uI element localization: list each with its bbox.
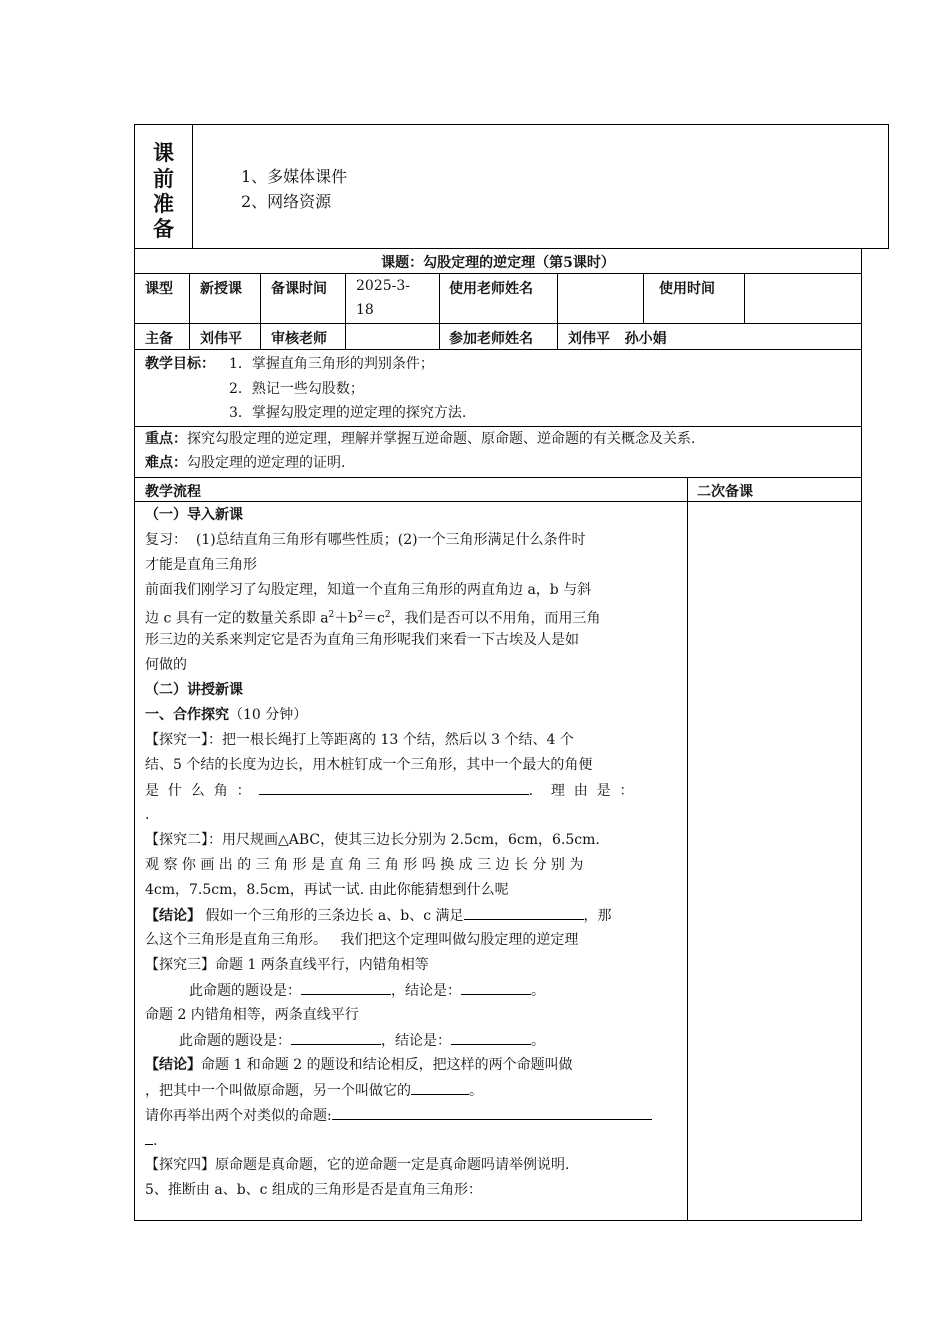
prep-label-char: 准	[153, 191, 174, 216]
flow-header-row	[135, 478, 861, 502]
key-point	[145, 429, 695, 449]
premise-label: 此命题的题设是：	[189, 983, 301, 999]
explore-3-label: 【探究三】	[145, 957, 215, 973]
explore-1-text-cont: 结、5 个结的长度为边长，用木桩钉成一个三角形，其中一个最大的角便	[145, 757, 593, 773]
goal-item: 1．掌握直角三角形的判别条件；	[229, 356, 434, 372]
prep-label-char: 课	[153, 140, 174, 165]
proposition-2-blanks	[179, 1030, 545, 1051]
explore-2-text-cont: 观 察 你 画 出 的 三 角 形 是 直 角 三 角 形 吗 换 成 三 边 长 分 别 为	[145, 857, 584, 873]
participants-value: 刘伟平 孙小娟	[568, 331, 667, 347]
goal-item: 2．熟记一些勾股数；	[229, 381, 364, 397]
explore-4-label: 【探究四】	[145, 1157, 215, 1173]
main-prep-label: 主备	[145, 331, 173, 347]
coop-time: （10 分钟）	[229, 707, 308, 723]
goals-label: 教学目标：	[145, 356, 215, 372]
prep-label-column	[135, 125, 193, 248]
difficulty	[145, 453, 345, 473]
proposition-1: 命题 1 两条直线平行，内错角相等	[215, 957, 429, 973]
lesson-title-row	[135, 249, 861, 274]
explore-2-text-cont: 4cm，7.5cm，8.5cm，再试一试. 由此你能猜想到什么呢	[145, 882, 509, 898]
examples-blank[interactable]	[332, 1105, 652, 1120]
conclusion-2-label: 【结论】	[145, 1057, 201, 1073]
premise-blank[interactable]	[291, 1030, 381, 1045]
section-1-heading: （一）导入新课	[145, 507, 243, 523]
exponent: 2	[328, 610, 335, 620]
conclusion-2-line2	[145, 1080, 483, 1101]
conclusion-label: ，结论是：	[381, 1033, 451, 1049]
explore-1-end: .	[145, 807, 150, 823]
prep-time-label: 备课时间	[271, 281, 327, 297]
use-time-label: 使用时间	[659, 281, 715, 297]
examples-prompt	[145, 1105, 652, 1126]
prep-item: 1、多媒体课件	[241, 167, 348, 186]
conclusion-1	[145, 905, 612, 926]
explore-1-label: 【探究一】	[145, 732, 208, 748]
intro-formula-line	[145, 605, 601, 629]
answer-blank[interactable]	[259, 780, 529, 795]
flow-content	[135, 502, 687, 1220]
punct: .	[153, 1133, 158, 1149]
info-row-1	[135, 274, 861, 324]
main-prep-value: 刘伟平	[200, 331, 242, 347]
answer-blank[interactable]	[411, 1080, 469, 1095]
explore-4	[145, 1155, 569, 1175]
review-text: 复习： (1)总结直角三角形有哪些性质；(2)一个三角形满足什么条件时	[145, 532, 586, 548]
intro-text-part: 边 c 具有一定的数量关系即 a	[145, 610, 329, 627]
intro-text-part: ＝c	[362, 610, 385, 627]
answer-blank[interactable]	[464, 905, 584, 920]
examples-text: 请你再举出两个对类似的命题:	[145, 1108, 332, 1124]
proposition-1-blanks	[189, 980, 545, 1001]
prep-label-char: 前	[153, 166, 174, 191]
type-value: 新授课	[200, 281, 242, 297]
punct: 。	[469, 1083, 483, 1099]
explore-1-q1: 是 什 么 角 ：	[145, 783, 251, 799]
explore-1	[145, 730, 574, 750]
section-2-heading: （二）讲授新课	[145, 682, 243, 698]
conclusion-1-text: ，那	[583, 908, 612, 924]
participants-label: 参加老师姓名	[449, 331, 533, 347]
review-text-cont: 才能是直角三角形	[145, 557, 257, 573]
keypoints-row	[135, 427, 861, 478]
review-teacher-label: 审核老师	[271, 331, 327, 347]
difficulty-text: 勾股定理的逆定理的证明.	[187, 455, 346, 471]
intro-text-part: ＋b	[334, 610, 358, 627]
prep-box	[134, 124, 889, 249]
explore-4-text: 原命题是真命题，它的逆命题一定是真命题吗请举例说明.	[215, 1157, 570, 1173]
prep-time-value: 2025-3-	[356, 278, 410, 294]
conclusion-1-text: 假如一个三角形的三条边长 a、b、c 满足	[201, 908, 464, 924]
prep-item: 2、网络资源	[241, 192, 332, 211]
conclusion-2-text: ，把其中一个叫做原命题，另一个叫做它的	[145, 1083, 411, 1099]
teacher-name-label: 使用老师姓名	[449, 281, 533, 297]
explore-2-label: 【探究二】	[145, 832, 208, 848]
intro-text-cont: 形三边的关系来判定它是否为直角三角形呢我们来看一下古埃及人是如	[145, 632, 579, 648]
lesson-table	[134, 249, 862, 1221]
explore-1-question	[145, 780, 634, 801]
punct: 。	[531, 1033, 545, 1049]
explore-2	[145, 830, 600, 850]
flow-header: 教学流程	[145, 484, 201, 500]
info-row-2	[135, 324, 861, 350]
second-prep-header: 二次备课	[697, 484, 753, 500]
lesson-title: 课题：勾股定理的逆定理（第5课时）	[381, 255, 615, 271]
key-text: 探究勾股定理的逆定理，理解并掌握互逆命题、原命题、逆命题的有关概念及关系.	[187, 431, 696, 447]
exponent: 2	[384, 610, 391, 620]
conclusion-blank[interactable]	[451, 1030, 531, 1045]
explore-3	[145, 955, 429, 975]
premise-label: 此命题的题设是：	[179, 1033, 291, 1049]
goals-row	[135, 350, 861, 427]
conclusion-2-text: 命题 1 和命题 2 的题设和结论相反，把这样的两个命题叫做	[201, 1057, 573, 1073]
coop-title: 一、合作探究	[145, 707, 229, 723]
type-label: 课型	[145, 281, 173, 297]
question-5: 5、推断由 a、b、c 组成的三角形是否是直角三角形：	[145, 1182, 482, 1198]
conclusion-blank[interactable]	[461, 980, 531, 995]
difficulty-label: 难点：	[145, 455, 187, 471]
coop-heading	[145, 705, 307, 725]
exponent: 2	[357, 610, 363, 620]
column-divider	[687, 502, 688, 1220]
punct: 。	[531, 983, 545, 999]
conclusion-label: ，结论是：	[391, 983, 461, 999]
proposition-2: 命题 2 内错角相等，两条直线平行	[145, 1007, 359, 1023]
answer-blank[interactable]	[145, 1130, 153, 1145]
explore-1-text: ：把一根长绳打上等距离的 13 个结，然后以 3 个结、4 个	[208, 732, 574, 748]
intro-text-part: ，我们是否可以不用角，而用三角	[390, 610, 601, 627]
prep-time-value-cont: 18	[356, 302, 374, 318]
key-label: 重点：	[145, 431, 187, 447]
premise-blank[interactable]	[301, 980, 391, 995]
conclusion-1-label: 【结论】	[145, 908, 201, 924]
prep-label-char: 备	[153, 216, 174, 241]
intro-text: 前面我们刚学习了勾股定理，知道一个直角三角形的两直角边 a，b 与斜	[145, 582, 592, 598]
explore-1-q2: . 理 由 是 ：	[528, 783, 634, 799]
conclusion-2	[145, 1055, 573, 1075]
goal-item: 3．掌握勾股定理的逆定理的探究方法.	[229, 405, 467, 421]
explore-2-text: ：用尺规画△ABC，使其三边长分别为 2.5cm，6cm，6.5cm.	[208, 832, 600, 848]
intro-text-cont: 何做的	[145, 657, 187, 673]
examples-blank-cont	[145, 1130, 157, 1151]
conclusion-1-text-cont: 么这个三角形是直角三角形。 我们把这个定理叫做勾股定理的逆定理	[145, 932, 579, 948]
